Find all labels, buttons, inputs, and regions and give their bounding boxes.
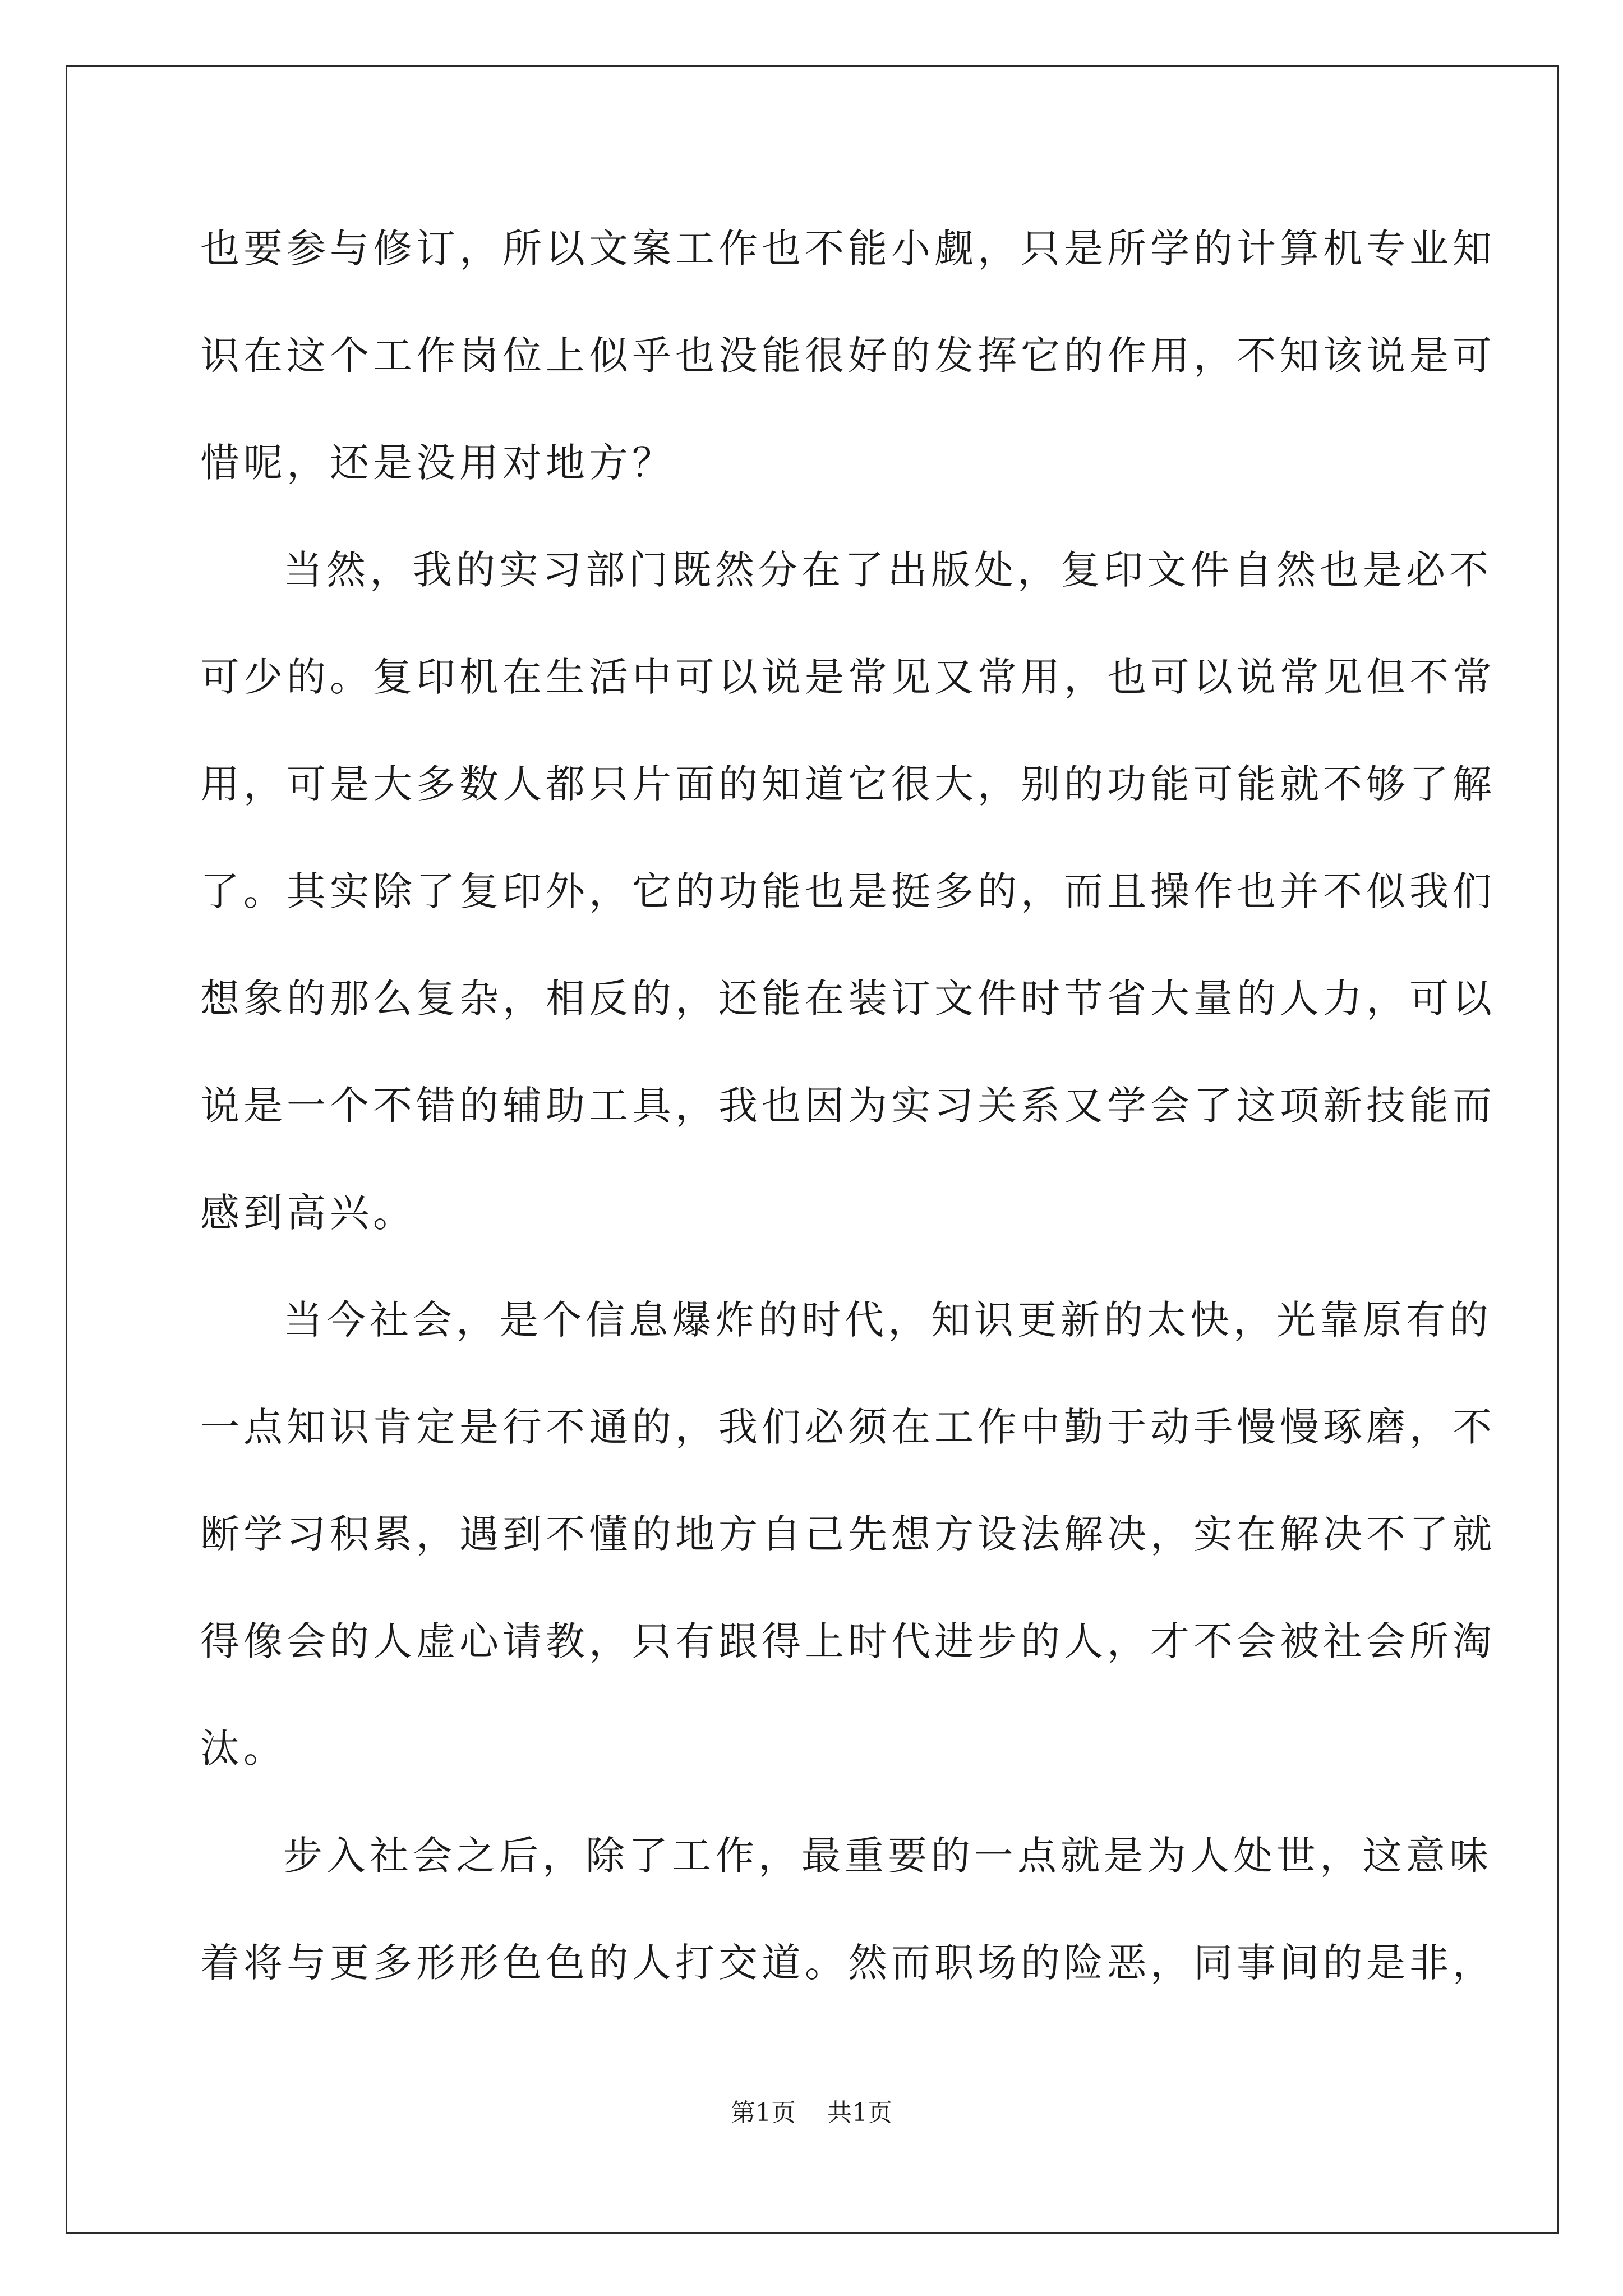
text-line: 用，可是大多数人都只片面的知道它很大，别的功能可能就不够了解 <box>200 761 1496 807</box>
document-body <box>200 212 1496 2033</box>
text-line: 惜呢，还是没用对地方？ <box>200 440 675 486</box>
text-line: 汰。 <box>200 1726 287 1772</box>
text-line: 说是一个不错的辅助工具，我也因为实习关系又学会了这项新技能而 <box>200 1083 1496 1129</box>
page-number: 第1页 <box>731 2099 796 2127</box>
text-line: 识在这个工作岗位上似乎也没能很好的发挥它的作用，不知该说是可 <box>200 333 1496 379</box>
page-footer <box>0 2096 1623 2130</box>
footer-gap <box>796 2099 827 2127</box>
page-total: 共1页 <box>827 2099 892 2127</box>
text-line: 也要参与修订，所以文案工作也不能小觑，只是所学的计算机专业知 <box>200 226 1496 272</box>
text-line: 得像会的人虚心请教，只有跟得上时代进步的人，才不会被社会所淘 <box>200 1618 1496 1664</box>
text-line: 着将与更多形形色色的人打交道。然而职场的险恶，同事间的是非， <box>200 1940 1496 1986</box>
text-line: 当今社会，是个信息爆炸的时代，知识更新的太快，光靠原有的 <box>283 1297 1492 1343</box>
text-line: 感到高兴。 <box>200 1190 416 1236</box>
text-line: 想象的那么复杂，相反的，还能在装订文件时节省大量的人力，可以 <box>200 976 1496 1022</box>
text-line: 一点知识肯定是行不通的，我们必须在工作中勤于动手慢慢琢磨，不 <box>200 1404 1496 1450</box>
text-line: 了。其实除了复印外，它的功能也是挺多的，而且操作也并不似我们 <box>200 868 1496 914</box>
text-line: 可少的。复印机在生活中可以说是常见又常用，也可以说常见但不常 <box>200 654 1496 700</box>
text-line: 步入社会之后，除了工作，最重要的一点就是为人处世，这意味 <box>283 1833 1492 1879</box>
text-line: 当然，我的实习部门既然分在了出版处，复印文件自然也是必不 <box>283 547 1492 593</box>
text-line: 断学习积累，遇到不懂的地方自己先想方设法解决，实在解决不了就 <box>200 1511 1496 1557</box>
